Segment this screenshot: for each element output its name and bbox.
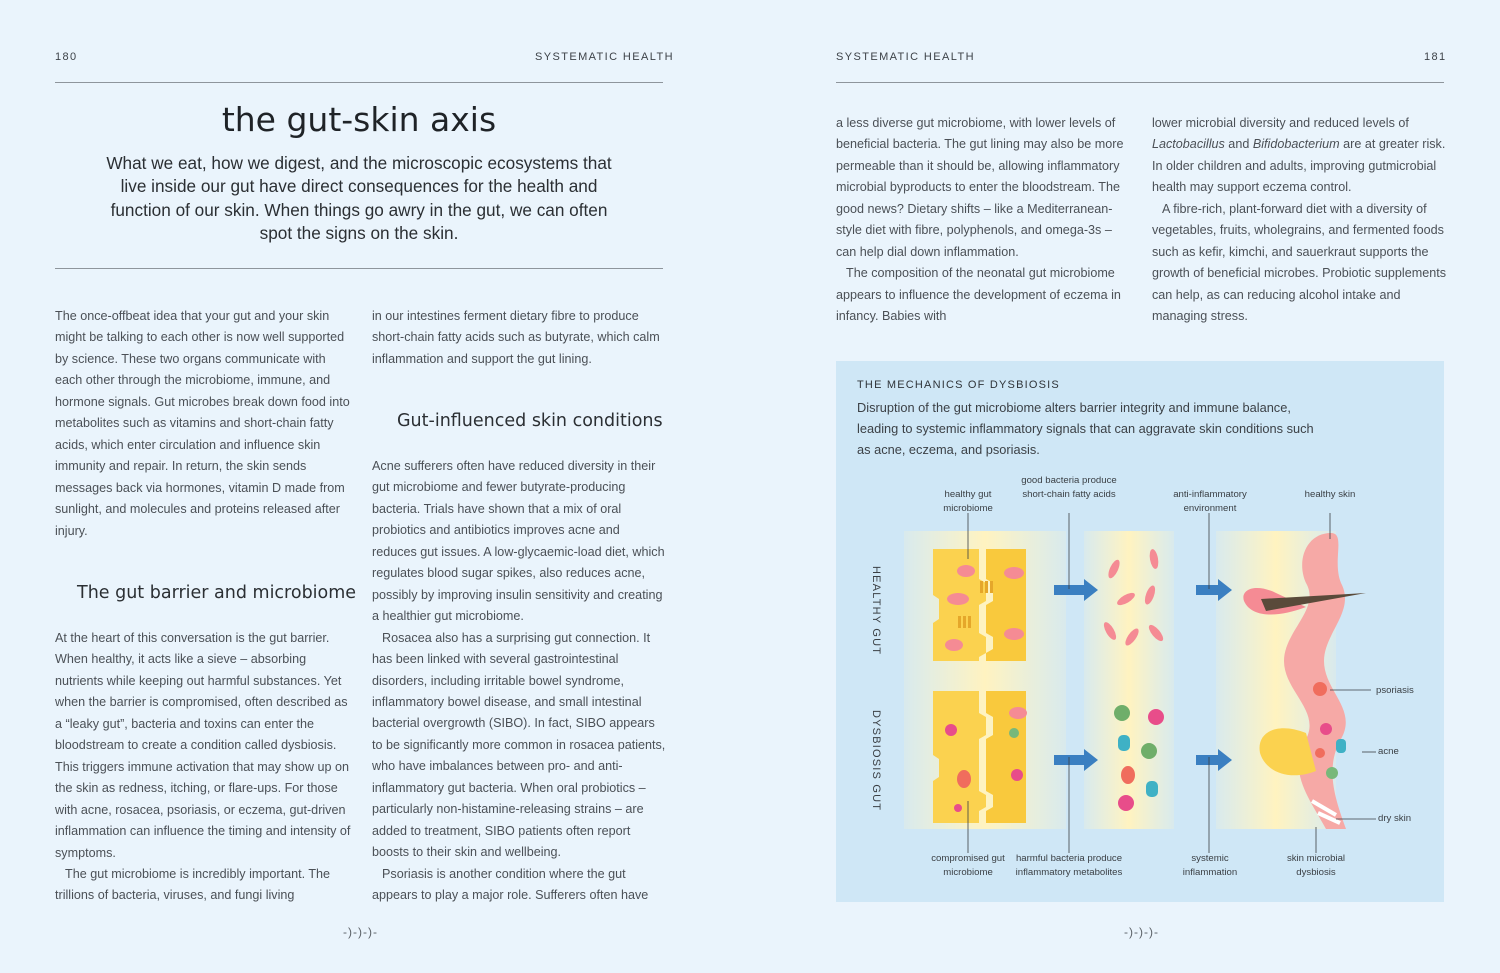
left-column-1-bottom — [55, 628, 352, 907]
left-column-2-bottom — [372, 456, 668, 907]
page-number-right: 181 — [1424, 51, 1447, 63]
paragraph: Rosacea also has a surprising gut connection. It has been linked with several gastrointestinal disorders, including irritable bowel syndrome, inflammatory bowel disease, and small intestinal bacterial overgrowth (SIBO). In fact, SIBO appears to be significantly more common in rosacea patients, who have imbalances between pro- and anti-inflammatory gut bacteria. When oral probiotics – particularly non-histamine-releasing strains – are added to treatment, SIBO patients often report boosts to their skin and wellbeing. — [372, 630, 666, 860]
paragraph: The once-offbeat idea that your gut and your skin might be talking to each other is now well supported by science. These two organs communicate with each other through the microbiome, immune, and hormone signals. Gut microbes break down food into metabolites such as vitamins and short-chain fatty acids, which enter circulation and influence skin immunity and repair. In return, the skin sends messages back via hormones, vitamin D made from sunlight, and molecules and proteins released after injury. — [55, 309, 350, 538]
text-run: lower microbial diversity and reduced levels of — [1152, 116, 1409, 130]
text-run: and — [1224, 137, 1253, 152]
row-label-dysbiosis: DYSBIOSIS GUT — [870, 710, 882, 812]
intro-rule — [55, 268, 663, 269]
header-rule-right — [836, 82, 1444, 83]
left-column-2-top — [372, 306, 668, 370]
paragraph: Psoriasis is another condition where the gut appears to play a major role. Sufferers often have — [372, 866, 649, 903]
page-title: the gut-skin axis — [221, 100, 497, 139]
page-ornament-right: -)-)-)- — [1124, 925, 1159, 939]
figure-title: THE MECHANICS OF DYSBIOSIS — [857, 379, 1060, 391]
label-systemic-inflammation: systemic inflammation — [1182, 853, 1238, 878]
running-head-left: SYSTEMATIC HEALTH — [535, 51, 674, 63]
label-healthy-skin: healthy skin — [1304, 489, 1356, 500]
paragraph: in our intestines ferment dietary fibre to produce short-chain fatty acids such as butyrate, which calm inflammation and support the gut lining. — [372, 309, 660, 366]
running-head-right: SYSTEMATIC HEALTH — [836, 51, 975, 63]
text-run-italic: Lactobacillus — [1152, 137, 1225, 152]
label-dry-skin: dry skin — [1378, 813, 1412, 824]
text-run: are at greater risk. In older children and adults, improving gutmicrobial health may support eczema control. — [1152, 137, 1446, 195]
row-label-healthy: HEALTHY GUT — [870, 566, 882, 656]
paragraph: a less diverse gut microbiome, with lower levels of beneficial bacteria. The gut lining may also be more permeable than it should be, allowing inflammatory microbial byproducts to enter the bloodstream. The good news? Dietary shifts – like a Mediterranean-style diet with fibre, polyphenols, and omega-3s – can help dial down inflammation. — [836, 116, 1124, 259]
paragraph: At the heart of this conversation is the gut barrier. When healthy, it acts like a sieve – absorbing nutrients while keeping out harmful substances. Yet when the barrier is compromised, often described as a “leaky gut”, bacteria and toxins can enter the bloodstream to create a condition called dysbiosis. This triggers immune activation that may show up on the skin as redness, itching, or flare-ups. For those with acne, rosacea, psoriasis, or eczema, gut-driven inflammation can influence the timing and intensity of symptoms. — [55, 631, 351, 860]
label-healthy-gut-microbiome: healthy gut microbiome — [943, 489, 993, 514]
heading-skin-conditions: Gut-influenced skin conditions — [397, 411, 663, 431]
label-psoriasis: psoriasis — [1376, 685, 1414, 696]
page-number-left: 180 — [55, 51, 78, 63]
intro-text: What we eat, how we digest, and the microscopic ecosystems that live inside our gut have direct consequences for the health and function of our skin. When things go awry in the gut, we can often spot the signs on the skin. — [106, 153, 612, 243]
heading-gut-barrier: The gut barrier and microbiome — [77, 583, 357, 603]
paragraph: A fibre-rich, plant-forward diet with a diversity of vegetables, fruits, wholegrains, and fermented foods such as kefir, kimchi, and sauerkraut supports the growth of beneficial microbes. Probiotic supplements can help, as can reducing alcohol intake and managing stress. — [1152, 201, 1446, 324]
header-rule-left — [55, 82, 663, 83]
paragraph: The composition of the neonatal gut microbiome appears to influence the development of eczema in infancy. Babies with — [836, 266, 1121, 324]
label-acne: acne — [1378, 746, 1399, 757]
gut-glow — [904, 531, 1066, 829]
blood-glow — [1084, 531, 1174, 829]
left-column-1-top — [55, 306, 350, 542]
label-anti-inflammatory: anti-inflammatory environment — [1173, 489, 1247, 514]
page-ornament-left: -)-)-)- — [343, 925, 378, 939]
label-good-bacteria: good bacteria produce short-chain fatty acids — [1021, 475, 1117, 500]
figure-description: Disruption of the gut microbiome alters barrier integrity and immune balance, leading to systemic inflammatory signals that can aggravate skin conditions such as acne, eczema, and psoriasis. — [857, 400, 1314, 457]
paragraph: The gut microbiome is incredibly important. The trillions of bacteria, viruses, and fungi living — [55, 866, 331, 903]
right-column-1 — [836, 113, 1132, 328]
dysbiosis-diagram — [836, 361, 1444, 902]
right-column-2 — [1152, 113, 1448, 328]
label-compromised-gut: compromised gut microbiome — [931, 853, 1005, 878]
paragraph — [1152, 113, 1448, 199]
label-harmful-bacteria: harmful bacteria produce inflammatory metabolites — [1015, 853, 1123, 878]
text-run-italic: Bifidobacterium — [1252, 137, 1340, 152]
paragraph: Acne sufferers often have reduced diversity in their gut microbiome and fewer butyrate-producing bacteria. Trials have shown that a mix of oral probiotics and antibiotics improves acne and reduces gut issues. A low-glycaemic-load diet, which regulates blood sugar spikes, also reduces acne, possibly by improving insulin sensitivity and creating a healthier gut microbiome. — [372, 459, 665, 624]
label-skin-dysbiosis: skin microbial dysbiosis — [1286, 853, 1346, 878]
